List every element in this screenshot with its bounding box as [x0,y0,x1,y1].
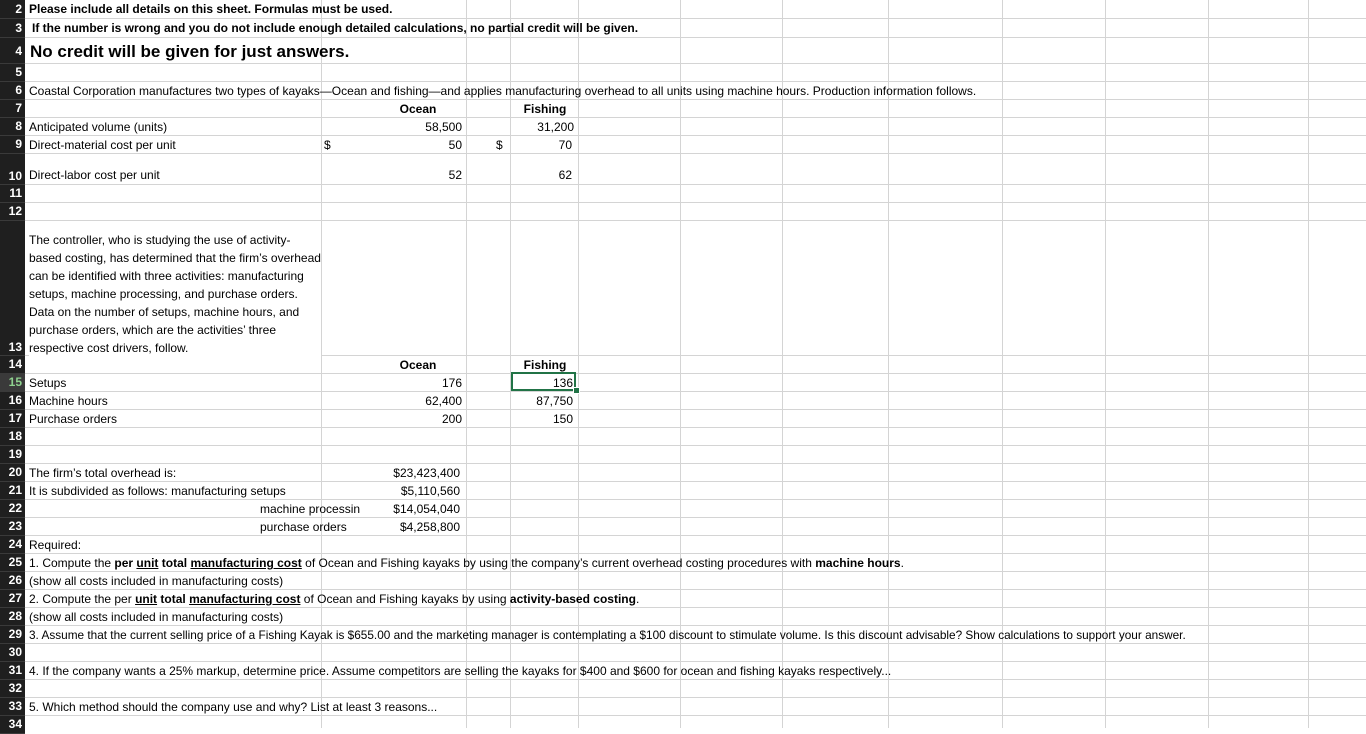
row-header[interactable]: 21 [0,482,25,500]
row-gridline [25,184,1366,185]
row-header[interactable]: 23 [0,518,25,536]
col-gridline [1105,0,1106,728]
row-header[interactable]: 8 [0,118,25,136]
row-header[interactable]: 33 [0,698,25,716]
row-header[interactable]: 17 [0,410,25,428]
q1-note[interactable]: (show all costs included in manufacturing costs) [29,574,284,588]
row-header[interactable]: 4 [0,38,25,64]
header-ocean[interactable]: Ocean [399,102,437,116]
row-header[interactable]: 20 [0,464,25,482]
header-ocean-abc[interactable]: Ocean [399,358,437,372]
col-gridline [510,0,511,728]
fill-handle[interactable] [573,387,580,394]
q1-part: of Ocean and Fishing kayaks by using the company’s current overhead costing procedures with [301,556,816,570]
q2-part: 2. Compute the per [29,592,136,606]
instruction-no-credit[interactable]: No credit will be given for just answers. [30,42,350,61]
row-header[interactable]: 16 [0,392,25,410]
col-gridline [321,0,322,728]
row-gridline [25,535,1366,536]
row-gridline [25,391,1366,392]
row-header-selected[interactable]: 15 [0,374,25,392]
row-header[interactable]: 19 [0,446,25,464]
q2-part: total [160,592,186,606]
col-gridline [1002,0,1003,728]
row-gridline [25,661,1366,662]
row-header[interactable]: 2 [0,0,25,19]
row-gridline [25,463,1366,464]
required-heading[interactable]: Required: [29,538,82,552]
question-4[interactable]: 4. If the company wants a 25% markup, determine price. Assume competitors are selling the kayaks for $400 and $600 for ocean and fishing kayaks respectively... [29,664,892,678]
q1-part: total [161,556,188,570]
row-gridline [25,81,1366,82]
fishing-machine-hours[interactable]: 87,750 [536,394,573,408]
row-header[interactable]: 5 [0,64,25,82]
row-gridline [25,373,1366,374]
label-machine-processing[interactable]: machine processin [260,502,361,516]
machine-processing-value[interactable]: $14,054,040 [393,502,460,516]
row-gridline [25,427,1366,428]
label-setups[interactable]: Setups [29,376,67,390]
instruction-partial-credit[interactable]: If the number is wrong and you do not include enough detailed calculations, no partial credit will be given. [32,21,639,35]
row-gridline [25,409,1366,410]
row-header[interactable]: 32 [0,680,25,698]
label-subdivided-setups[interactable]: It is subdivided as follows: manufacturing setups [29,484,286,498]
currency-symbol: $ [496,138,503,152]
ocean-direct-material[interactable]: 50 [448,138,462,152]
row-gridline [25,63,1366,64]
col-gridline [1208,0,1209,728]
q1-part: unit [136,556,159,570]
row-header[interactable]: 14 [0,356,25,374]
q2-part: . [635,592,640,606]
row-header[interactable]: 18 [0,428,25,446]
instruction-formulas[interactable]: Please include all details on this sheet. Formulas must be used. [29,2,393,16]
row-gridline [25,697,1366,698]
ocean-machine-hours[interactable]: 62,400 [425,394,462,408]
currency-symbol: $ [324,138,331,152]
controller-paragraph[interactable]: The controller, who is studying the use of activity-based costing, has determined that the firm’s overhead can be identified with three activities: manufacturing setups, machine processing, and purchase orders. Data on the number of setups, machine hours, and purchase orders, which are the activities’ three respective cost drivers, follow. [29,233,321,355]
ocean-setups[interactable]: 176 [441,376,462,390]
row-header[interactable]: 30 [0,644,25,662]
active-cell-selection[interactable] [511,372,576,391]
total-overhead-value[interactable]: $23,423,400 [393,466,460,480]
row-header[interactable]: 3 [0,19,25,38]
row-gridline [25,553,1366,554]
col-gridline [782,0,783,728]
q1-part: manufacturing cost [190,556,302,570]
row-header[interactable]: 9 [0,136,25,154]
row-header[interactable]: 6 [0,82,25,100]
question-3[interactable]: 3. Assume that the current selling price of a Fishing Kayak is $655.00 and the marketing manager is contemplating a $100 discount to stimulate volume. Is this discount advisable? Show calculations to support your answer. [29,628,1186,642]
header-fishing-abc[interactable]: Fishing [523,358,567,372]
ocean-volume[interactable]: 58,500 [425,120,462,134]
q2-note[interactable]: (show all costs included in manufacturing costs) [29,610,284,624]
q2-part: unit [135,592,158,606]
q1-part: per [114,556,134,570]
q2-part: manufacturing cost [189,592,301,606]
row-gridline [25,220,1366,221]
col-gridline [888,0,889,728]
row-header[interactable]: 22 [0,500,25,518]
q1-part: 1. Compute the [29,556,115,570]
row-gridline [25,135,1366,136]
q1-part: machine hours [815,556,901,570]
row-header[interactable]: 11 [0,185,25,203]
fishing-direct-labor[interactable]: 62 [558,168,572,182]
question-1[interactable] [29,555,904,572]
fishing-setups[interactable]: 136 [552,376,573,390]
col-gridline [466,0,467,728]
row-header[interactable]: 12 [0,203,25,221]
col-gridline [680,0,681,728]
fishing-direct-material[interactable]: 70 [558,138,572,152]
row-gridline [25,517,1366,518]
row-gridline [25,445,1366,446]
label-purchase-orders-overhead[interactable]: purchase orders [260,520,347,534]
row-header[interactable]: 27 [0,590,25,608]
fishing-purchase-orders[interactable]: 150 [552,412,573,426]
q2-part: of Ocean and Fishing kayaks by using [300,592,510,606]
row-header[interactable]: 7 [0,100,25,118]
row-gridline [25,153,1366,154]
row-header[interactable]: 25 [0,554,25,572]
row-header[interactable]: 28 [0,608,25,626]
row-gridline [25,117,1366,118]
row-gridline [25,37,1366,38]
header-fishing[interactable]: Fishing [523,102,567,116]
col-gridline [1308,0,1309,728]
question-5[interactable]: 5. Which method should the company use and why? List at least 3 reasons... [29,700,438,714]
label-direct-labor[interactable]: Direct-labor cost per unit [29,168,160,182]
ocean-purchase-orders[interactable]: 200 [441,412,462,426]
label-machine-hours[interactable]: Machine hours [29,394,108,408]
question-2[interactable] [29,591,639,608]
row-gridline [25,18,1366,19]
col-gridline [578,0,579,728]
fishing-volume[interactable]: 31,200 [537,120,574,134]
row-gridline [25,481,1366,482]
row-header[interactable]: 24 [0,536,25,554]
problem-intro[interactable]: Coastal Corporation manufactures two types of kayaks—Ocean and fishing—and applies manufacturing overhead to all units using machine hours. Production information follows. [29,84,977,98]
q1-part: . [900,556,904,570]
label-anticipated-volume[interactable]: Anticipated volume (units) [29,120,168,134]
label-direct-material[interactable]: Direct-material cost per unit [29,138,176,152]
setups-overhead-value[interactable]: $5,110,560 [400,484,460,498]
purchase-orders-overhead-value[interactable]: $4,258,800 [399,520,460,534]
row-header[interactable]: 10 [0,154,25,185]
ocean-direct-labor[interactable]: 52 [448,168,462,182]
label-total-overhead[interactable]: The firm’s total overhead is: [29,466,177,480]
row-header[interactable]: 31 [0,662,25,680]
row-header[interactable]: 26 [0,572,25,590]
row-header[interactable]: 29 [0,626,25,644]
row-gridline [25,202,1366,203]
label-purchase-orders[interactable]: Purchase orders [29,412,118,426]
row-header[interactable]: 34 [0,716,25,734]
row-header[interactable]: 13 [0,221,25,356]
q2-part: activity-based costing [509,592,636,606]
